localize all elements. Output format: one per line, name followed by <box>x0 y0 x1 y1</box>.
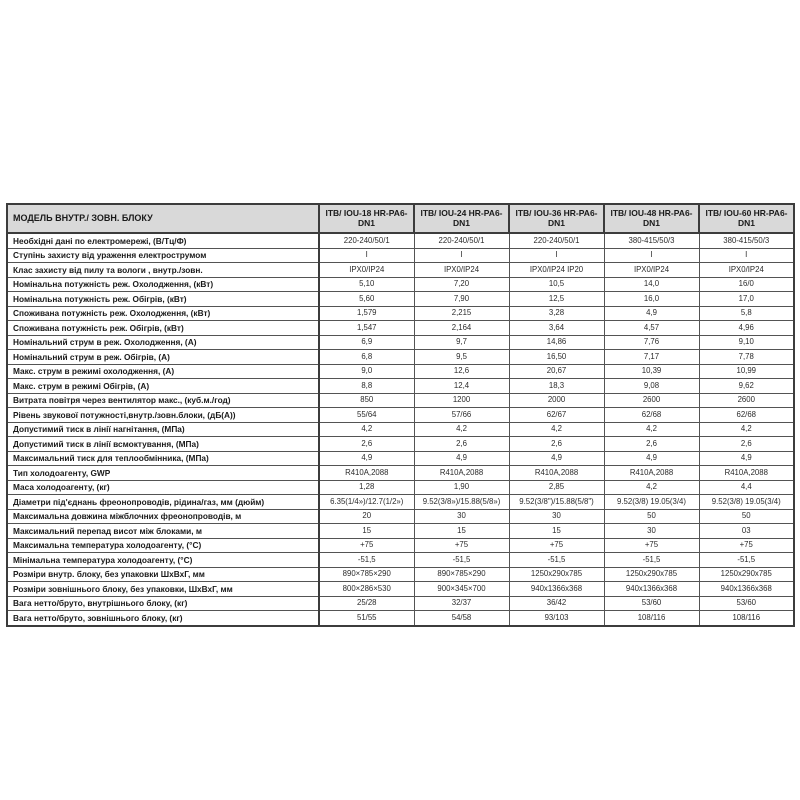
spec-value-cell: 2,85 <box>509 480 604 495</box>
table-row <box>7 495 794 510</box>
spec-value-cell: 7,17 <box>604 350 699 365</box>
spec-value-cell: R410A,2088 <box>604 466 699 481</box>
spec-value-cell: 7,20 <box>414 277 509 292</box>
spec-value-cell: 30 <box>604 524 699 539</box>
table-row <box>7 596 794 611</box>
table-row <box>7 553 794 568</box>
spec-value-cell: 3,28 <box>509 306 604 321</box>
spec-label-cell: Максимальний тиск для теплообмінника, (МПа) <box>7 451 319 466</box>
spec-value-cell: 16,50 <box>509 350 604 365</box>
spec-value-cell: 9,62 <box>699 379 794 394</box>
spec-value-cell: 2000 <box>509 393 604 408</box>
spec-label-cell: Рівень звукової потужності,внутр./зовн.блоки, (дБ(А)) <box>7 408 319 423</box>
spec-label-cell: Мінімальна температура холодоагенту, (°С) <box>7 553 319 568</box>
spec-value-cell: I <box>319 248 414 263</box>
spec-value-cell: 940x1366x368 <box>509 582 604 597</box>
spec-value-cell: 220-240/50/1 <box>509 233 604 248</box>
spec-value-cell: 4,2 <box>319 422 414 437</box>
spec-value-cell: R410A,2088 <box>319 466 414 481</box>
spec-value-cell: 1200 <box>414 393 509 408</box>
spec-value-cell: 54/58 <box>414 611 509 626</box>
spec-table <box>6 203 795 627</box>
spec-value-cell: 4,9 <box>509 451 604 466</box>
spec-value-cell: R410A,2088 <box>414 466 509 481</box>
spec-value-cell: 53/60 <box>699 596 794 611</box>
spec-value-cell: 2,6 <box>319 437 414 452</box>
spec-value-cell: 940x1366x368 <box>699 582 794 597</box>
spec-value-cell: +75 <box>414 538 509 553</box>
spec-value-cell: 15 <box>414 524 509 539</box>
spec-value-cell: 4,9 <box>604 451 699 466</box>
spec-value-cell: IPX0/IP24 <box>414 263 509 278</box>
spec-value-cell: 03 <box>699 524 794 539</box>
spec-label-cell: Максимальний перепад висот між блоками, м <box>7 524 319 539</box>
spec-value-cell: 6,9 <box>319 335 414 350</box>
spec-label-cell: Маса холодоагенту, (кг) <box>7 480 319 495</box>
spec-value-cell: IPX0/IP24 <box>319 263 414 278</box>
spec-value-cell: 9,7 <box>414 335 509 350</box>
table-row <box>7 233 794 248</box>
table-row <box>7 321 794 336</box>
spec-value-cell: 20,67 <box>509 364 604 379</box>
spec-value-cell: 9,0 <box>319 364 414 379</box>
spec-value-cell: 14,86 <box>509 335 604 350</box>
spec-value-cell: -51,5 <box>319 553 414 568</box>
spec-label-cell: Допустимий тиск в лінії всмоктування, (МПа) <box>7 437 319 452</box>
table-row <box>7 248 794 263</box>
spec-label-cell: Розміри внутр. блоку, без упаковки ШхВхГ, мм <box>7 567 319 582</box>
spec-value-cell: 380-415/50/3 <box>604 233 699 248</box>
table-row <box>7 263 794 278</box>
spec-label-cell: Макс. струм в режимі Обігрів, (А) <box>7 379 319 394</box>
spec-value-cell: 2,6 <box>509 437 604 452</box>
spec-value-cell: 50 <box>699 509 794 524</box>
spec-value-cell: 9,5 <box>414 350 509 365</box>
spec-value-cell: 7,90 <box>414 292 509 307</box>
spec-label-cell: Споживана потужність реж. Охолодження, (кВт) <box>7 306 319 321</box>
spec-value-cell: 800×286×530 <box>319 582 414 597</box>
spec-value-cell: I <box>509 248 604 263</box>
spec-value-cell: IPX0/IP24 IP20 <box>509 263 604 278</box>
spec-value-cell: -51,5 <box>604 553 699 568</box>
spec-value-cell: 62/68 <box>699 408 794 423</box>
table-row <box>7 582 794 597</box>
spec-value-cell: 890×785×290 <box>319 567 414 582</box>
spec-value-cell: 4,9 <box>699 451 794 466</box>
spec-label-cell: Діаметри під'єднань фреонопроводів, рідина/газ, мм (дюйм) <box>7 495 319 510</box>
spec-value-cell: 4,2 <box>414 422 509 437</box>
spec-value-cell: 12,6 <box>414 364 509 379</box>
spec-value-cell: 5,10 <box>319 277 414 292</box>
spec-value-cell: 890×785×290 <box>414 567 509 582</box>
spec-value-cell: 30 <box>509 509 604 524</box>
spec-value-cell: 55/64 <box>319 408 414 423</box>
spec-value-cell: 4,96 <box>699 321 794 336</box>
table-row <box>7 422 794 437</box>
spec-label-cell: Номінальна потужність реж. Обігрів, (кВт) <box>7 292 319 307</box>
spec-value-cell: R410A,2088 <box>509 466 604 481</box>
spec-value-cell: 9.52(3/8) 19.05(3/4) <box>699 495 794 510</box>
table-row <box>7 306 794 321</box>
spec-value-cell: 5,60 <box>319 292 414 307</box>
table-row <box>7 524 794 539</box>
spec-value-cell: 108/116 <box>699 611 794 626</box>
spec-value-cell: 9.52(3/8»)/15.88(5/8») <box>414 495 509 510</box>
model-row-title: МОДЕЛЬ ВНУТР./ ЗОВН. БЛОКУ <box>7 204 319 233</box>
model-header-cell: ITB/ IOU-36 HR-PA6-DN1 <box>509 204 604 233</box>
spec-value-cell: 18,3 <box>509 379 604 394</box>
spec-value-cell: 1,547 <box>319 321 414 336</box>
spec-value-cell: 4,57 <box>604 321 699 336</box>
spec-label-cell: Розміри зовнішнього блоку, без упаковки, ШхВхГ, мм <box>7 582 319 597</box>
spec-value-cell: 36/42 <box>509 596 604 611</box>
spec-value-cell: 12,4 <box>414 379 509 394</box>
table-row <box>7 393 794 408</box>
spec-value-cell: 6,8 <box>319 350 414 365</box>
spec-value-cell: I <box>699 248 794 263</box>
table-row <box>7 538 794 553</box>
spec-value-cell: 17,0 <box>699 292 794 307</box>
spec-label-cell: Максимальна довжина міжблочних фреонопроводів, м <box>7 509 319 524</box>
spec-value-cell: 15 <box>509 524 604 539</box>
spec-value-cell: 16,0 <box>604 292 699 307</box>
spec-value-cell: 3,64 <box>509 321 604 336</box>
spec-value-cell: 1250x290x785 <box>509 567 604 582</box>
table-row <box>7 611 794 626</box>
table-row <box>7 350 794 365</box>
spec-value-cell: 1,90 <box>414 480 509 495</box>
table-row <box>7 567 794 582</box>
spec-value-cell: +75 <box>509 538 604 553</box>
spec-value-cell: 108/116 <box>604 611 699 626</box>
spec-value-cell: 1250x290x785 <box>699 567 794 582</box>
spec-label-cell: Вага нетто/бруто, зовнішнього блоку, (кг) <box>7 611 319 626</box>
spec-label-cell: Витрата повітря через вентилятор макс., (куб.м./год) <box>7 393 319 408</box>
spec-label-cell: Номінальний струм в реж. Охолодження, (А) <box>7 335 319 350</box>
spec-value-cell: 9.52(3/8")/15.88(5/8") <box>509 495 604 510</box>
table-header-row <box>7 204 794 233</box>
table-row <box>7 364 794 379</box>
model-header-cell: ITB/ IOU-60 HR-PA6-DN1 <box>699 204 794 233</box>
spec-value-cell: 2600 <box>604 393 699 408</box>
table-row <box>7 509 794 524</box>
spec-value-cell: 220-240/50/1 <box>414 233 509 248</box>
spec-value-cell: 57/66 <box>414 408 509 423</box>
spec-value-cell: 380-415/50/3 <box>699 233 794 248</box>
spec-value-cell: 2,6 <box>414 437 509 452</box>
spec-value-cell: 4,2 <box>604 422 699 437</box>
spec-value-cell: 4,2 <box>604 480 699 495</box>
spec-value-cell: 940x1366x368 <box>604 582 699 597</box>
spec-value-cell: 10,39 <box>604 364 699 379</box>
spec-value-cell: 4,4 <box>699 480 794 495</box>
spec-value-cell: 10,5 <box>509 277 604 292</box>
table-row <box>7 277 794 292</box>
spec-value-cell: 5,8 <box>699 306 794 321</box>
spec-label-cell: Номінальна потужність реж. Охолодження, (кВт) <box>7 277 319 292</box>
spec-value-cell: 4,2 <box>699 422 794 437</box>
spec-value-cell: 1,28 <box>319 480 414 495</box>
table-row <box>7 451 794 466</box>
spec-label-cell: Клас захисту від пилу та вологи , внутр./зовн. <box>7 263 319 278</box>
spec-table-body <box>7 233 794 626</box>
model-header-cell: ITB/ IOU-18 HR-PA6-DN1 <box>319 204 414 233</box>
spec-value-cell: R410A,2088 <box>699 466 794 481</box>
spec-value-cell: 20 <box>319 509 414 524</box>
spec-value-cell: 12,5 <box>509 292 604 307</box>
spec-value-cell: 50 <box>604 509 699 524</box>
spec-value-cell: IPX0/IP24 <box>604 263 699 278</box>
spec-value-cell: 900×345×700 <box>414 582 509 597</box>
spec-value-cell: 6.35(1/4»)/12.7(1/2») <box>319 495 414 510</box>
spec-value-cell: 53/60 <box>604 596 699 611</box>
model-header-cell: ITB/ IOU-24 HR-PA6-DN1 <box>414 204 509 233</box>
spec-label-cell: Ступінь захисту від ураження електрострумом <box>7 248 319 263</box>
spec-value-cell: +75 <box>699 538 794 553</box>
spec-value-cell: +75 <box>319 538 414 553</box>
spec-value-cell: 32/37 <box>414 596 509 611</box>
spec-value-cell: 9.52(3/8) 19.05(3/4) <box>604 495 699 510</box>
spec-value-cell: 8,8 <box>319 379 414 394</box>
table-row <box>7 466 794 481</box>
spec-value-cell: 4,9 <box>319 451 414 466</box>
spec-value-cell: 30 <box>414 509 509 524</box>
spec-value-cell: 2600 <box>699 393 794 408</box>
spec-value-cell: I <box>604 248 699 263</box>
table-row <box>7 292 794 307</box>
spec-value-cell: 2,164 <box>414 321 509 336</box>
spec-value-cell: 15 <box>319 524 414 539</box>
spec-value-cell: -51,5 <box>699 553 794 568</box>
spec-value-cell: 9,10 <box>699 335 794 350</box>
spec-value-cell: -51,5 <box>509 553 604 568</box>
table-row <box>7 379 794 394</box>
spec-value-cell: 14,0 <box>604 277 699 292</box>
spec-value-cell: 7,76 <box>604 335 699 350</box>
model-header-cell: ITB/ IOU-48 HR-PA6-DN1 <box>604 204 699 233</box>
spec-value-cell: IPX0/IP24 <box>699 263 794 278</box>
spec-value-cell: 62/68 <box>604 408 699 423</box>
spec-value-cell: 16/0 <box>699 277 794 292</box>
spec-value-cell: +75 <box>604 538 699 553</box>
spec-value-cell: 2,6 <box>604 437 699 452</box>
spec-value-cell: 51/55 <box>319 611 414 626</box>
spec-value-cell: 2,215 <box>414 306 509 321</box>
table-row <box>7 480 794 495</box>
spec-label-cell: Тип холодоагенту, GWP <box>7 466 319 481</box>
spec-value-cell: 2,6 <box>699 437 794 452</box>
spec-value-cell: 25/28 <box>319 596 414 611</box>
spec-value-cell: 1250x290x785 <box>604 567 699 582</box>
spec-value-cell: 220-240/50/1 <box>319 233 414 248</box>
spec-value-cell: 93/103 <box>509 611 604 626</box>
spec-value-cell: I <box>414 248 509 263</box>
spec-value-cell: 850 <box>319 393 414 408</box>
spec-label-cell: Допустимий тиск в лінії нагнітання, (МПа) <box>7 422 319 437</box>
spec-label-cell: Вага нетто/бруто, внутрішнього блоку, (кг) <box>7 596 319 611</box>
spec-value-cell: 4,9 <box>414 451 509 466</box>
spec-label-cell: Максимальна температура холодоагенту, (°С) <box>7 538 319 553</box>
spec-value-cell: 62/67 <box>509 408 604 423</box>
spec-value-cell: 4,9 <box>604 306 699 321</box>
spec-value-cell: 1,579 <box>319 306 414 321</box>
spec-value-cell: 10,99 <box>699 364 794 379</box>
spec-label-cell: Споживана потужність реж. Обігрів, (кВт) <box>7 321 319 336</box>
spec-value-cell: 9,08 <box>604 379 699 394</box>
spec-value-cell: 7,78 <box>699 350 794 365</box>
spec-value-cell: -51,5 <box>414 553 509 568</box>
table-row <box>7 408 794 423</box>
spec-value-cell: 4,2 <box>509 422 604 437</box>
table-row <box>7 335 794 350</box>
table-row <box>7 437 794 452</box>
spec-label-cell: Макс. струм в режимі охолодження, (А) <box>7 364 319 379</box>
spec-label-cell: Необхідні дані по електромережі, (В/Тц/Ф) <box>7 233 319 248</box>
spec-label-cell: Номінальний струм в реж. Обігрів, (А) <box>7 350 319 365</box>
